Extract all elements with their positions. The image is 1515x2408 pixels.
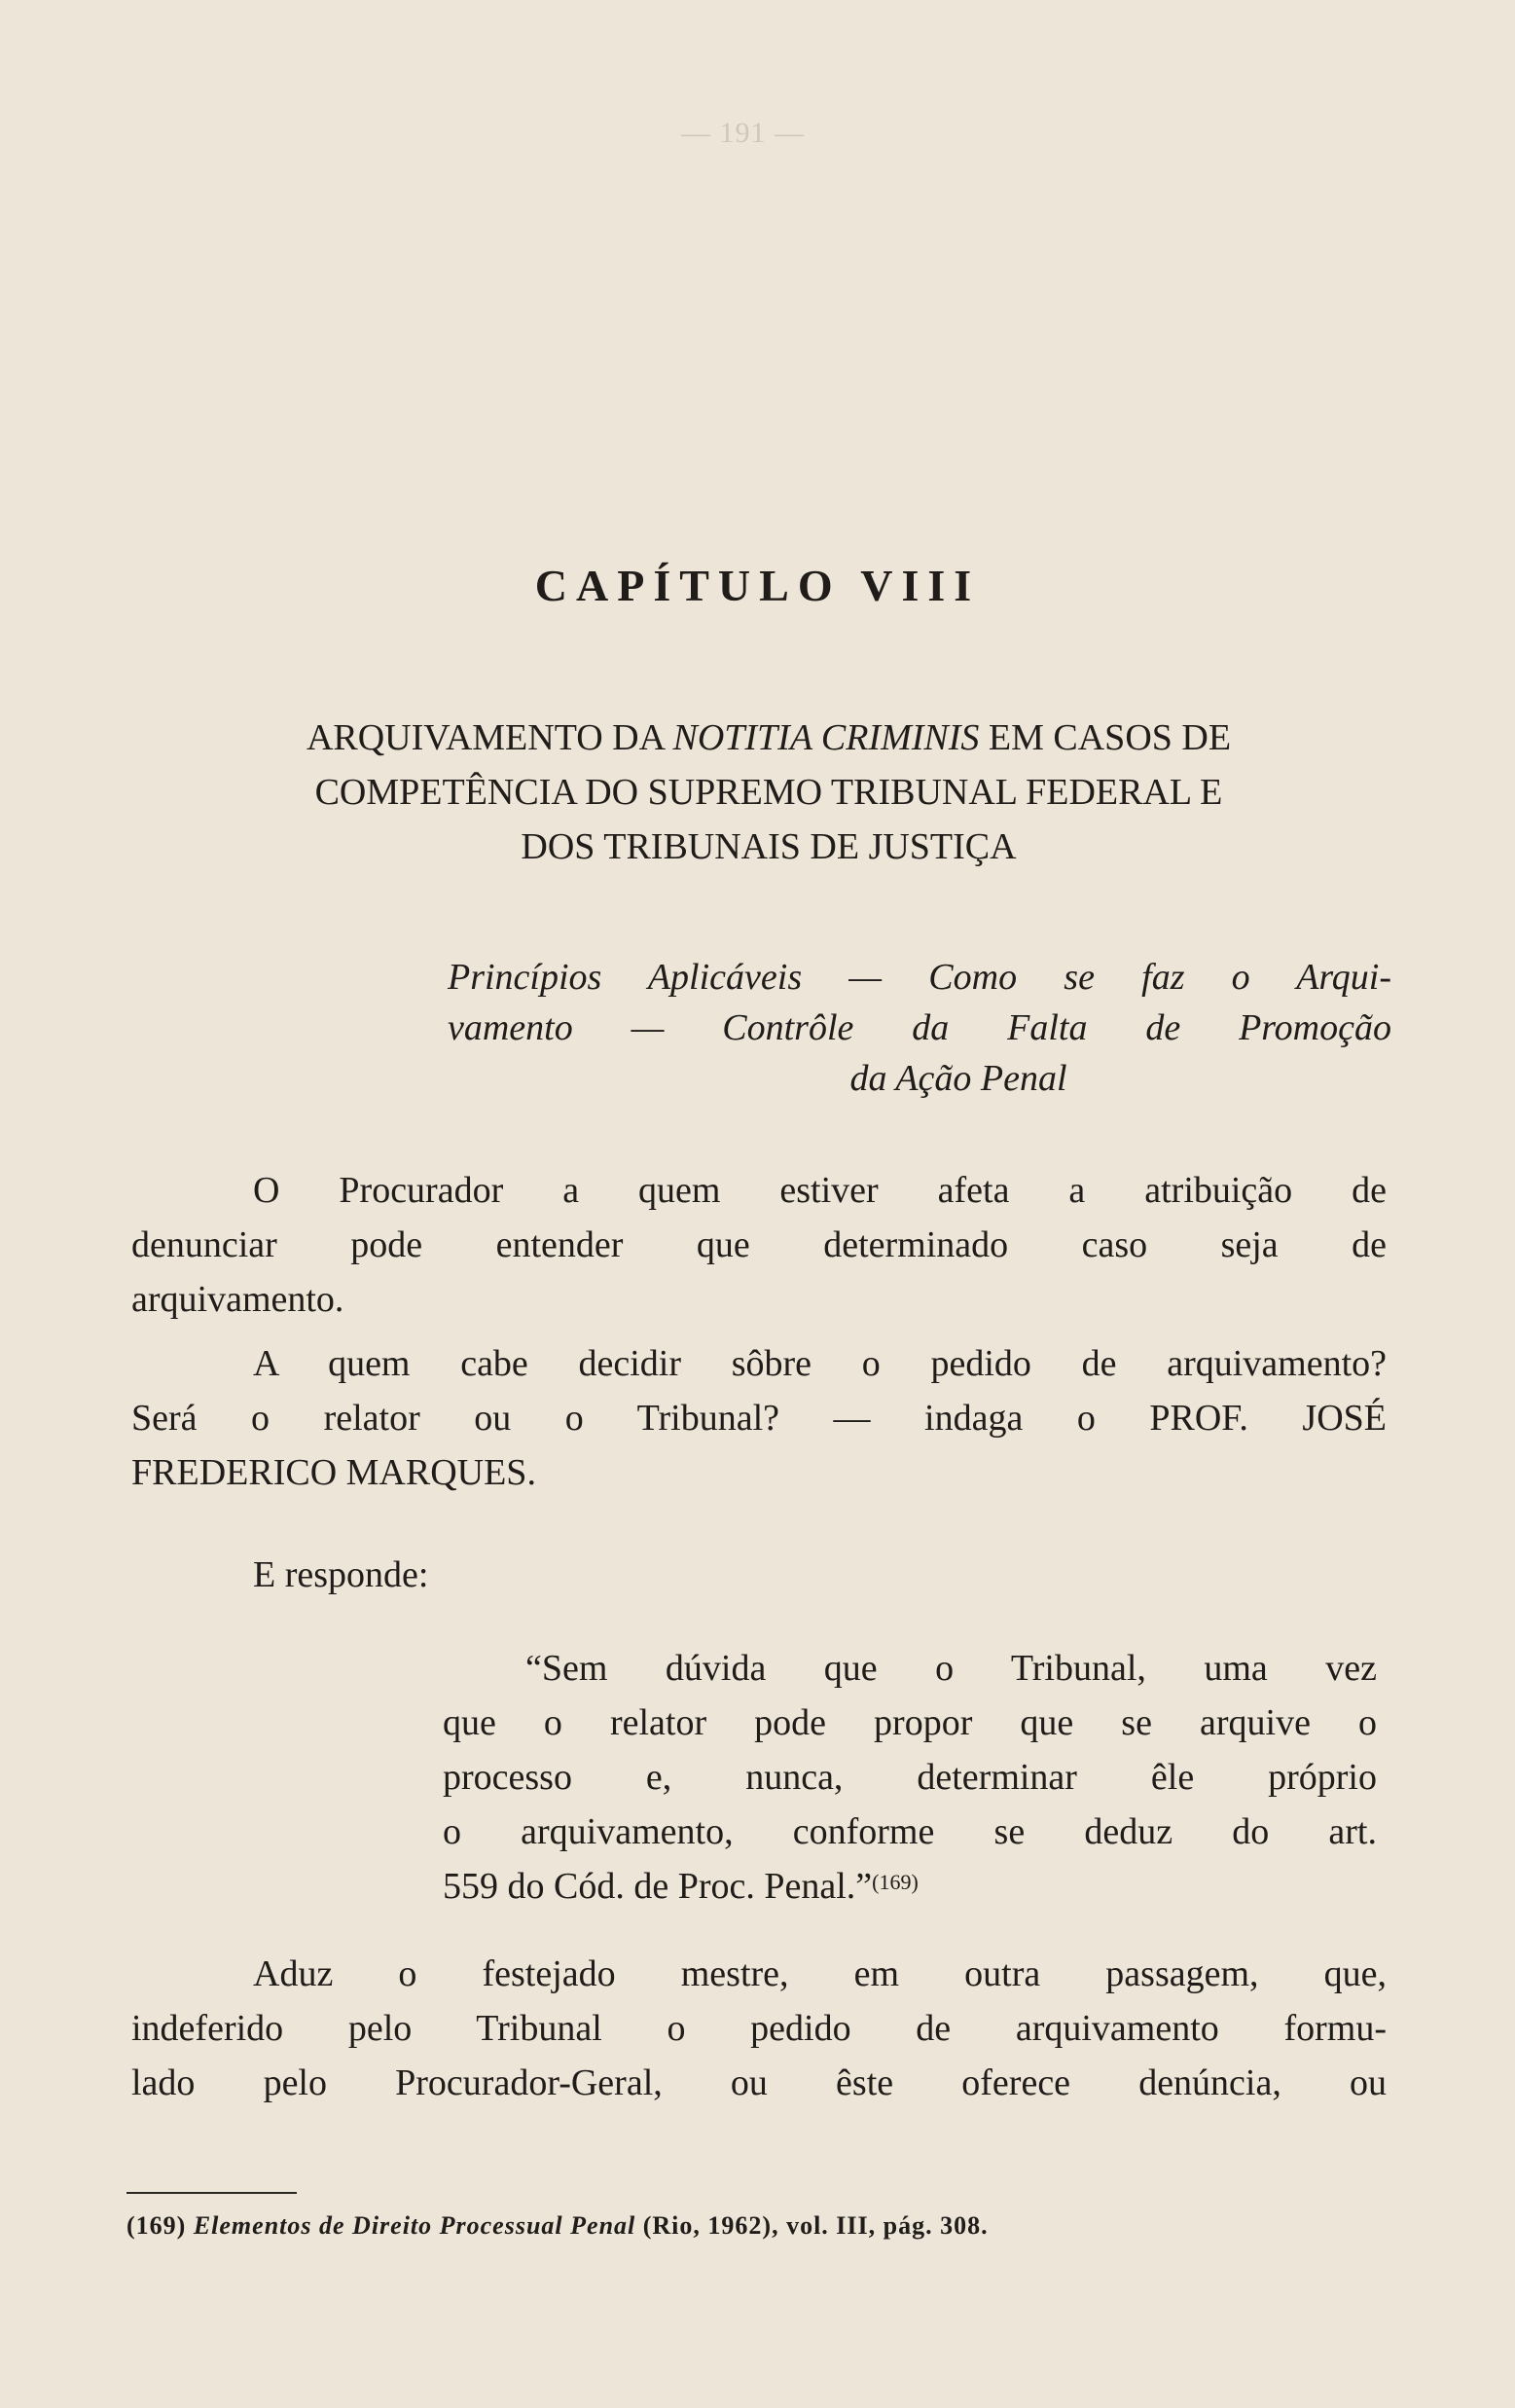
show-through-page-number: — 191 — xyxy=(681,117,805,149)
footnote-reference: (169) xyxy=(872,1870,919,1894)
quote-line: o arquivamento, conforme se deduz do art. xyxy=(443,1811,1377,1852)
paragraph-line: O Procurador a quem estiver afeta a atribuição de xyxy=(253,1170,1387,1211)
latin-term: NOTITIA CRIMINIS xyxy=(672,717,980,758)
footnote-number: (169) xyxy=(126,2211,187,2240)
paragraph-line: Será o relator ou o Tribunal? — indaga o PROF. JOSÉ xyxy=(131,1398,1387,1439)
quote-line-text: 559 do Cód. de Proc. Penal.” xyxy=(443,1866,873,1907)
paragraph-line: indeferido pelo Tribunal o pedido de arquivamento formu- xyxy=(131,2008,1387,2049)
footnote-citation: (Rio, 1962), vol. III, pág. 308. xyxy=(642,2211,989,2240)
footnote-title: Elementos de Direito Processual Penal xyxy=(193,2211,636,2240)
quote-line: processo e, nunca, determinar êle próprio xyxy=(443,1757,1377,1798)
summary-line: Princípios Aplicáveis — Como se faz o Arqui- xyxy=(448,957,1391,998)
quote-line: “Sem dúvida que o Tribunal, uma vez xyxy=(525,1648,1377,1689)
paragraph-3 xyxy=(131,1548,1387,1602)
paragraph-line: A quem cabe decidir sôbre o pedido de arquivamento? xyxy=(253,1343,1387,1384)
paragraph-line: E responde: xyxy=(253,1554,429,1595)
footnote-divider xyxy=(126,2192,297,2194)
summary-line: da Ação Penal xyxy=(849,1058,1067,1099)
paragraph-line: lado pelo Procurador-Geral, ou êste oferece denúncia, ou xyxy=(131,2062,1387,2103)
block-quote xyxy=(443,1641,1377,1914)
heading-line: DOS TRIBUNAIS DE JUSTIÇA xyxy=(521,826,1017,867)
quote-line xyxy=(443,1859,1377,1914)
heading-line: COMPETÊNCIA DO SUPREMO TRIBUNAL FEDERAL E xyxy=(314,772,1223,813)
paragraph-line: arquivamento. xyxy=(131,1279,344,1320)
paragraph-4 xyxy=(131,1947,1387,2110)
paragraph-1 xyxy=(131,1163,1387,1327)
paragraph-2 xyxy=(131,1336,1387,1500)
quote-line: que o relator pode propor que se arquive o xyxy=(443,1702,1377,1743)
chapter-summary xyxy=(448,952,1391,1104)
heading-line: ARQUIVAMENTO DA NOTITIA CRIMINIS EM CASOS DE xyxy=(306,717,1232,758)
chapter-heading xyxy=(141,711,1396,874)
footnote xyxy=(126,2211,1401,2241)
paragraph-line: FREDERICO MARQUES. xyxy=(131,1452,536,1493)
chapter-title: CAPÍTULO VIII xyxy=(534,561,981,610)
paragraph-line: denunciar pode entender que determinado caso seja de xyxy=(131,1224,1387,1265)
paragraph-line: Aduz o festejado mestre, em outra passagem, que, xyxy=(253,1953,1387,1994)
summary-line: vamento — Contrôle da Falta de Promoção xyxy=(448,1007,1391,1048)
